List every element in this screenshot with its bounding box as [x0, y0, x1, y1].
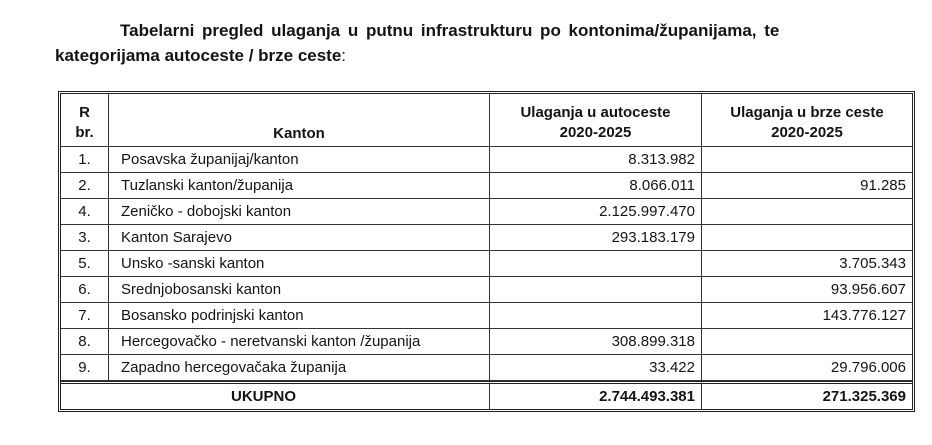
row-canton: Zeničko - dobojski kanton [109, 199, 490, 225]
table-row [61, 173, 912, 199]
row-expressways: 93.956.607 [702, 277, 912, 303]
header-row-number [61, 94, 109, 147]
row-expressways: 143.776.127 [702, 303, 912, 329]
table-footer [61, 381, 912, 409]
row-expressways: 91.285 [702, 173, 912, 199]
table-row [61, 251, 912, 277]
intro-line-1: Tabelarni pregled ulaganja u putnu infrastrukturu po kontonima/županijama, te [120, 21, 780, 40]
row-number: 9. [61, 355, 109, 381]
row-motorways: 308.899.318 [490, 329, 702, 355]
row-canton: Tuzlanski kanton/županija [109, 173, 490, 199]
row-canton: Posavska županijaj/kanton [109, 147, 490, 173]
table-row [61, 147, 912, 173]
total-row [61, 381, 912, 409]
row-number: 7. [61, 303, 109, 329]
row-expressways [702, 147, 912, 173]
row-canton: Kanton Sarajevo [109, 225, 490, 251]
table-row [61, 329, 912, 355]
row-number: 8. [61, 329, 109, 355]
table-row [61, 277, 912, 303]
row-number: 1. [61, 147, 109, 173]
total-motorways: 2.744.493.381 [490, 381, 702, 409]
row-expressways [702, 329, 912, 355]
row-motorways: 33.422 [490, 355, 702, 381]
row-canton: Srednjobosanski kanton [109, 277, 490, 303]
intro-line-2-text: kategorijama autoceste / brze ceste [55, 46, 342, 65]
row-motorways: 8.066.011 [490, 173, 702, 199]
row-expressways: 29.796.006 [702, 355, 912, 381]
header-expressways [702, 94, 912, 147]
row-expressways: 3.705.343 [702, 251, 912, 277]
row-expressways [702, 225, 912, 251]
table-row [61, 199, 912, 225]
row-motorways: 293.183.179 [490, 225, 702, 251]
row-motorways [490, 303, 702, 329]
row-number: 3. [61, 225, 109, 251]
table-row [61, 303, 912, 329]
row-motorways: 8.313.982 [490, 147, 702, 173]
intro-text [55, 18, 925, 68]
header-row-number-text: R br. [75, 104, 94, 141]
row-motorways [490, 277, 702, 303]
table-body [61, 147, 912, 381]
header-canton: Kanton [109, 94, 490, 147]
header-motorways [490, 94, 702, 147]
total-expressways: 271.325.369 [702, 381, 912, 409]
header-motorways-text: Ulaganja u autoceste 2020-2025 [520, 104, 671, 141]
header-row [61, 94, 912, 147]
row-number: 2. [61, 173, 109, 199]
row-canton: Unsko -sanski kanton [109, 251, 490, 277]
table-header [61, 94, 912, 147]
row-number: 6. [61, 277, 109, 303]
intro-colon: : [341, 46, 347, 65]
row-expressways [702, 199, 912, 225]
row-canton: Hercegovačko - neretvanski kanton /županija [109, 329, 490, 355]
row-number: 5. [61, 251, 109, 277]
row-canton: Bosansko podrinjski kanton [109, 303, 490, 329]
total-label: UKUPNO [61, 381, 490, 409]
row-motorways: 2.125.997.470 [490, 199, 702, 225]
row-motorways [490, 251, 702, 277]
intro-line-2 [55, 43, 925, 68]
row-canton: Zapadno hercegovačaka županija [109, 355, 490, 381]
header-expressways-text: Ulaganja u brze ceste 2020-2025 [730, 104, 884, 141]
row-number: 4. [61, 199, 109, 225]
table-row [61, 355, 912, 381]
investment-table [58, 91, 915, 412]
table-row [61, 225, 912, 251]
